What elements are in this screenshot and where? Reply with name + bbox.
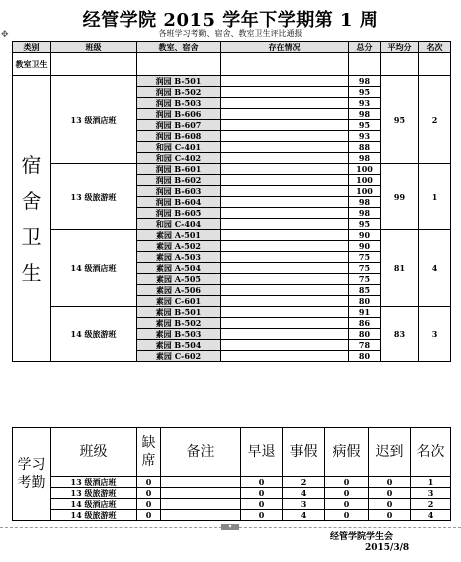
room-cell[interactable]: 润园 B-503 xyxy=(137,98,221,109)
room-cell[interactable]: 和园 C-402 xyxy=(137,153,221,164)
table-cell[interactable] xyxy=(419,53,451,76)
att-early-leave-cell[interactable]: 0 xyxy=(241,477,283,488)
att-late-cell[interactable]: 0 xyxy=(369,499,411,510)
header-row xyxy=(13,42,451,53)
condition-cell[interactable] xyxy=(221,175,349,186)
condition-cell[interactable] xyxy=(221,285,349,296)
attendance-header-row xyxy=(13,428,451,477)
total-score-cell[interactable]: 90 xyxy=(349,230,381,241)
att-class-cell[interactable]: 13 级酒店班 xyxy=(51,477,137,488)
att-rank-cell[interactable]: 3 xyxy=(411,488,451,499)
att-rank-cell[interactable]: 2 xyxy=(411,499,451,510)
condition-cell[interactable] xyxy=(221,153,349,164)
room-cell[interactable]: 素园 A-505 xyxy=(137,274,221,285)
total-score-cell[interactable]: 85 xyxy=(349,285,381,296)
att-early-leave-cell[interactable]: 0 xyxy=(241,499,283,510)
att-early-leave-cell[interactable]: 0 xyxy=(241,488,283,499)
att-header-personal-leave: 事假 xyxy=(283,428,325,477)
average-score-cell[interactable]: 99 xyxy=(381,164,419,230)
att-absent-cell[interactable]: 0 xyxy=(137,488,161,499)
total-score-cell[interactable]: 98 xyxy=(349,76,381,87)
att-personal-leave-cell[interactable]: 3 xyxy=(283,499,325,510)
total-score-cell[interactable]: 80 xyxy=(349,329,381,340)
total-score-cell[interactable]: 75 xyxy=(349,252,381,263)
footer-date: 2015/3/8 xyxy=(365,543,410,553)
total-score-cell[interactable]: 88 xyxy=(349,142,381,153)
total-score-cell[interactable]: 95 xyxy=(349,120,381,131)
class-name-cell[interactable]: 13 级酒店班 xyxy=(51,76,137,164)
class-name-cell[interactable]: 14 级酒店班 xyxy=(51,230,137,307)
page-subtitle: 各班学习考勤、宿舍、教室卫生评比通报 xyxy=(158,29,303,38)
att-remarks-cell[interactable] xyxy=(161,488,241,499)
att-absent-cell[interactable]: 0 xyxy=(137,510,161,521)
rank-cell[interactable]: 3 xyxy=(419,307,451,362)
att-personal-leave-cell[interactable]: 4 xyxy=(283,510,325,521)
table-cell[interactable] xyxy=(381,53,419,76)
room-cell[interactable]: 润园 B-608 xyxy=(137,131,221,142)
condition-cell[interactable] xyxy=(221,76,349,87)
total-score-cell[interactable]: 98 xyxy=(349,109,381,120)
dorm-hygiene-table xyxy=(12,41,451,362)
condition-cell[interactable] xyxy=(221,186,349,197)
table-row xyxy=(13,76,451,87)
att-late-cell[interactable]: 0 xyxy=(369,488,411,499)
room-cell[interactable]: 润园 B-605 xyxy=(137,208,221,219)
total-score-cell[interactable]: 91 xyxy=(349,307,381,318)
table-row xyxy=(13,499,451,510)
room-cell[interactable]: 润园 B-606 xyxy=(137,109,221,120)
room-cell[interactable]: 和园 C-404 xyxy=(137,219,221,230)
condition-cell[interactable] xyxy=(221,351,349,362)
table-row xyxy=(13,230,451,241)
condition-cell[interactable] xyxy=(221,241,349,252)
condition-cell[interactable] xyxy=(221,208,349,219)
att-rank-cell[interactable]: 4 xyxy=(411,510,451,521)
room-cell[interactable]: 素园 A-502 xyxy=(137,241,221,252)
header-total: 总分 xyxy=(349,42,381,53)
att-header-early-leave: 早退 xyxy=(241,428,283,477)
room-cell[interactable]: 润园 B-602 xyxy=(137,175,221,186)
room-cell[interactable]: 润园 B-601 xyxy=(137,164,221,175)
att-class-cell[interactable]: 14 级酒店班 xyxy=(51,499,137,510)
room-cell[interactable]: 素园 A-503 xyxy=(137,252,221,263)
room-cell[interactable]: 润园 B-604 xyxy=(137,197,221,208)
att-sick-leave-cell[interactable]: 0 xyxy=(325,488,369,499)
room-cell[interactable]: 素园 A-504 xyxy=(137,263,221,274)
header-condition: 存在情况 xyxy=(221,42,349,53)
average-score-cell[interactable]: 83 xyxy=(381,307,419,362)
condition-cell[interactable] xyxy=(221,230,349,241)
att-remarks-cell[interactable] xyxy=(161,477,241,488)
total-score-cell[interactable]: 95 xyxy=(349,219,381,230)
attendance-category-label: 学习考勤 xyxy=(13,428,51,521)
att-sick-leave-cell[interactable]: 0 xyxy=(325,499,369,510)
page-title: 经管学院 2015 学年下学期第 1 周 xyxy=(82,10,379,31)
room-cell[interactable]: 素园 C-602 xyxy=(137,351,221,362)
rank-cell[interactable]: 4 xyxy=(419,230,451,307)
att-header-class: 班级 xyxy=(51,428,137,477)
room-cell[interactable]: 润园 B-607 xyxy=(137,120,221,131)
header-rank: 名次 xyxy=(419,42,451,53)
condition-cell[interactable] xyxy=(221,296,349,307)
room-cell[interactable]: 素园 B-501 xyxy=(137,307,221,318)
header-category: 类别 xyxy=(13,42,51,53)
att-personal-leave-cell[interactable]: 4 xyxy=(283,488,325,499)
header-room: 教室、宿舍 xyxy=(137,42,221,53)
table-row xyxy=(13,488,451,499)
att-personal-leave-cell[interactable]: 2 xyxy=(283,477,325,488)
condition-cell[interactable] xyxy=(221,329,349,340)
total-score-cell[interactable]: 93 xyxy=(349,131,381,142)
condition-cell[interactable] xyxy=(221,340,349,351)
total-score-cell[interactable]: 100 xyxy=(349,164,381,175)
room-cell[interactable]: 润园 B-603 xyxy=(137,186,221,197)
att-header-absent: 缺席 xyxy=(137,428,161,477)
room-cell[interactable]: 和园 C-401 xyxy=(137,142,221,153)
table-cell[interactable] xyxy=(221,53,349,76)
att-header-rank: 名次 xyxy=(411,428,451,477)
condition-cell[interactable] xyxy=(221,109,349,120)
att-class-cell[interactable]: 13 级旅游班 xyxy=(51,488,137,499)
room-cell[interactable]: 润园 B-502 xyxy=(137,87,221,98)
condition-cell[interactable] xyxy=(221,87,349,98)
condition-cell[interactable] xyxy=(221,142,349,153)
condition-cell[interactable] xyxy=(221,131,349,142)
average-score-cell[interactable]: 95 xyxy=(381,76,419,164)
room-cell[interactable]: 润园 B-501 xyxy=(137,76,221,87)
condition-cell[interactable] xyxy=(221,164,349,175)
condition-cell[interactable] xyxy=(221,252,349,263)
average-score-cell[interactable]: 81 xyxy=(381,230,419,307)
condition-cell[interactable] xyxy=(221,219,349,230)
room-cell[interactable]: 素园 B-502 xyxy=(137,318,221,329)
dorm-category-label: 宿舍卫生 xyxy=(13,76,51,362)
table-row xyxy=(13,477,451,488)
condition-cell[interactable] xyxy=(221,98,349,109)
total-score-cell[interactable]: 80 xyxy=(349,351,381,362)
total-score-cell[interactable]: 98 xyxy=(349,197,381,208)
condition-cell[interactable] xyxy=(221,263,349,274)
page-break-handle-icon[interactable]: ▾ xyxy=(221,524,239,530)
total-score-cell[interactable]: 78 xyxy=(349,340,381,351)
att-header-late: 迟到 xyxy=(369,428,411,477)
header-class: 班级 xyxy=(51,42,137,53)
class-name-cell[interactable]: 13 级旅游班 xyxy=(51,164,137,230)
rank-cell[interactable]: 2 xyxy=(419,76,451,164)
table-row xyxy=(13,510,451,521)
header-average: 平均分 xyxy=(381,42,419,53)
total-score-cell[interactable]: 80 xyxy=(349,296,381,307)
table-cell[interactable] xyxy=(51,53,137,76)
att-header-remarks: 备注 xyxy=(161,428,241,477)
att-absent-cell[interactable]: 0 xyxy=(137,499,161,510)
total-score-cell[interactable]: 86 xyxy=(349,318,381,329)
total-score-cell[interactable]: 93 xyxy=(349,98,381,109)
att-late-cell[interactable]: 0 xyxy=(369,510,411,521)
att-header-sick-leave: 病假 xyxy=(325,428,369,477)
table-row xyxy=(13,307,451,318)
condition-cell[interactable] xyxy=(221,318,349,329)
room-cell[interactable]: 素园 B-503 xyxy=(137,329,221,340)
total-score-cell[interactable]: 95 xyxy=(349,87,381,98)
table-row xyxy=(13,164,451,175)
total-score-cell[interactable]: 98 xyxy=(349,153,381,164)
att-absent-cell[interactable]: 0 xyxy=(137,477,161,488)
table-cell[interactable] xyxy=(349,53,381,76)
att-late-cell[interactable]: 0 xyxy=(369,477,411,488)
total-score-cell[interactable]: 75 xyxy=(349,263,381,274)
att-remarks-cell[interactable] xyxy=(161,499,241,510)
rank-cell[interactable]: 1 xyxy=(419,164,451,230)
room-cell[interactable]: 素园 C-601 xyxy=(137,296,221,307)
total-score-cell[interactable]: 90 xyxy=(349,241,381,252)
attendance-table xyxy=(12,427,451,521)
att-sick-leave-cell[interactable]: 0 xyxy=(325,510,369,521)
room-cell[interactable]: 素园 A-501 xyxy=(137,230,221,241)
condition-cell[interactable] xyxy=(221,307,349,318)
total-score-cell[interactable]: 100 xyxy=(349,175,381,186)
total-score-cell[interactable]: 100 xyxy=(349,186,381,197)
att-class-cell[interactable]: 14 级旅游班 xyxy=(51,510,137,521)
classroom-hygiene-row xyxy=(13,53,451,76)
room-cell[interactable]: 素园 A-506 xyxy=(137,285,221,296)
att-rank-cell[interactable]: 1 xyxy=(411,477,451,488)
condition-cell[interactable] xyxy=(221,197,349,208)
condition-cell[interactable] xyxy=(221,120,349,131)
class-name-cell[interactable]: 14 级旅游班 xyxy=(51,307,137,362)
total-score-cell[interactable]: 75 xyxy=(349,274,381,285)
att-remarks-cell[interactable] xyxy=(161,510,241,521)
total-score-cell[interactable]: 98 xyxy=(349,208,381,219)
table-cell[interactable] xyxy=(137,53,221,76)
att-sick-leave-cell[interactable]: 0 xyxy=(325,477,369,488)
table-move-handle-icon[interactable]: ✥ xyxy=(1,30,9,40)
att-early-leave-cell[interactable]: 0 xyxy=(241,510,283,521)
room-cell[interactable]: 素园 B-504 xyxy=(137,340,221,351)
classroom-hygiene-label: 教室卫生 xyxy=(13,53,51,76)
footer-organization: 经管学院学生会 xyxy=(330,532,394,542)
condition-cell[interactable] xyxy=(221,274,349,285)
